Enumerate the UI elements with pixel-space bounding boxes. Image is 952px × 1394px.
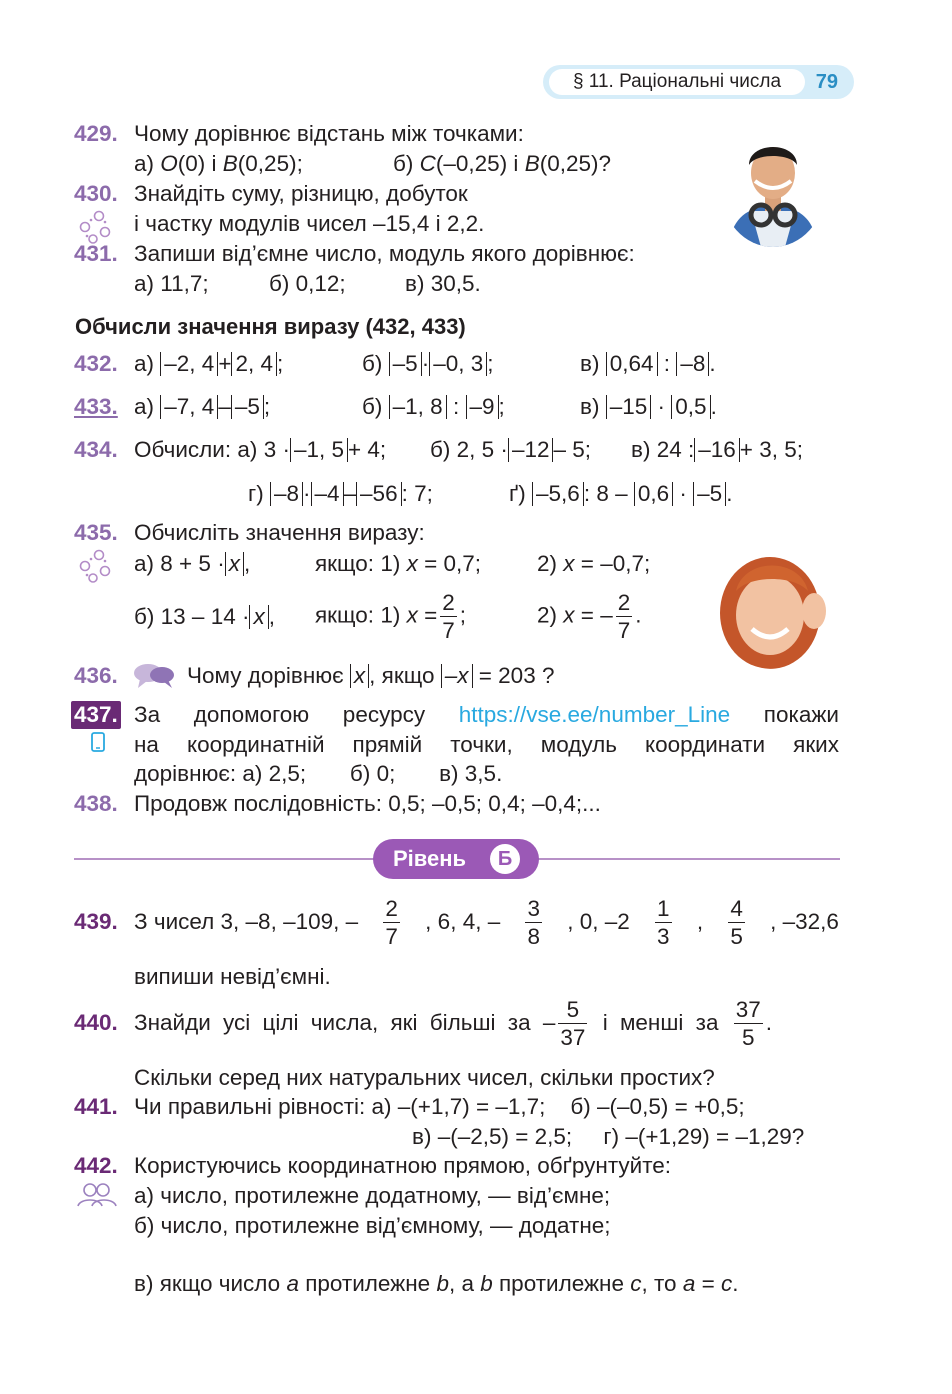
condition-b: якщо: 1) x = $\frac{2}{7}$ ; <box>315 590 467 643</box>
level-letter: Б <box>490 844 520 874</box>
exercise-text: випиши невід’ємні. <box>134 964 331 989</box>
section-title: § 11. Раціональні числа <box>549 69 805 95</box>
exercise-text: Чи правильні рівності: а) –(+1,7) = –1,7; б) –(–0,5) = +0,5; <box>134 1094 745 1119</box>
exercise-text: З чисел 3, –8, –109, – $\frac{2}{7}$ , 6, 4, – $\frac{3}{8}$ , 0, –2 $\frac{1}{3}$ , $\frac{4}{5}$ , –32,6 <box>134 895 839 949</box>
exercise-number: 433. <box>74 394 118 419</box>
exercise-number: 431. <box>74 241 118 266</box>
expression-b: б) 2, 5 · –12 – 5; <box>430 437 592 462</box>
exercise-number: 442. <box>74 1153 118 1178</box>
exercise-text: Чому дорівнює відстань між точками: <box>134 121 524 146</box>
exercise-text: Запиши від’ємне число, модуль якого дорівнює: <box>134 241 635 266</box>
expression-a: а) –7, 4 – –5 ; <box>134 394 271 419</box>
resource-link[interactable]: https://vse.ee/number_Line <box>458 702 731 727</box>
expression-c: в) 24 : –16 + 3, 5; <box>631 437 803 462</box>
exercise-text: на координатній прямій точки, модуль координати яких <box>134 732 839 757</box>
expression-c: в) –15 · 0,5 . <box>580 394 717 419</box>
expression-b: б) –5 · –0, 3 ; <box>362 351 494 376</box>
exercise-text: Знайдіть суму, різницю, добуток <box>134 181 468 206</box>
exercise-number: 435. <box>74 520 118 545</box>
expression-c: в) 0,64 : –8 . <box>580 351 716 376</box>
exercise-number: 430. <box>74 181 118 206</box>
condition-a2: 2) x = –0,7; <box>537 551 651 576</box>
expression-d: г) –8 · –4 – –56 : 7; <box>248 481 433 506</box>
exercise-text: б) C(–0,25) і B(0,25)? <box>393 151 611 176</box>
exercise-text: і частку модулів чисел –15,4 і 2,2. <box>134 211 485 236</box>
pair-work-icon <box>76 1182 118 1208</box>
speech-bubbles-icon <box>132 662 176 690</box>
smartphone-icon <box>91 732 105 752</box>
expression-b: б) 13 – 14 · x , <box>134 604 275 629</box>
exercise-number: 432. <box>74 351 118 376</box>
expression-a: а) 8 + 5 · x , <box>134 551 251 576</box>
exercise-text: а) O(0) і B(0,25); <box>134 151 303 176</box>
exercise-text: в) 30,5. <box>405 271 481 296</box>
exercise-text: а) число, протилежне додатному, — від’ємне; <box>134 1183 611 1208</box>
page-header <box>543 65 854 99</box>
expression-b: б) –1, 8 : –9 ; <box>362 394 505 419</box>
girl-photo <box>714 551 832 669</box>
exercise-number: 436. <box>74 663 118 688</box>
group-work-icon <box>78 210 112 244</box>
exercise-text: Обчисліть значення виразу: <box>134 520 425 545</box>
exercise-text: б) 0,12; <box>269 271 346 296</box>
section-heading: Обчисли значення виразу (432, 433) <box>75 314 466 339</box>
exercise-text: в) –(–2,5) = 2,5; г) –(+1,29) = –1,29? <box>412 1124 805 1149</box>
exercise-text: в) якщо число a протилежне b, а b протилежне c, то a = c. <box>134 1271 739 1296</box>
exercise-text: Користуючись координатною прямою, обґрунтуйте: <box>134 1153 672 1178</box>
exercise-text: дорівнює: а) 2,5; б) 0; в) 3,5. <box>134 761 503 786</box>
exercise-text: За допомогою ресурсу https://vse.ee/number_Line покажи <box>134 702 839 727</box>
exercise-text: Чому дорівнює x , якщо –x = 203 ? <box>187 663 555 688</box>
level-badge: Рівень Б <box>373 839 539 879</box>
exercise-text: а) 11,7; <box>134 271 209 296</box>
exercise-text: б) число, протилежне від’ємному, — додатне; <box>134 1213 611 1238</box>
boy-photo <box>721 131 825 247</box>
exercise-text: Обчисли: а) 3 · –1, 5 + 4; <box>134 437 387 462</box>
page-number: 79 <box>815 71 838 93</box>
exercise-text: Скільки серед них натуральних чисел, скільки простих? <box>134 1065 715 1090</box>
condition-b2: 2) x = – $\frac{2}{7}$ . <box>537 590 642 643</box>
exercise-number-highlighted: 437. <box>71 701 121 729</box>
exercise-number: 441. <box>74 1094 118 1119</box>
exercise-number: 440. <box>74 1010 118 1035</box>
exercise-number: 439. <box>74 909 118 934</box>
group-work-icon <box>78 549 112 583</box>
exercise-text: Продовж послідовність: 0,5; –0,5; 0,4; –0,4;... <box>134 791 601 816</box>
exercise-number: 434. <box>74 437 118 462</box>
exercise-number: 438. <box>74 791 118 816</box>
condition-a: якщо: 1) x = 0,7; <box>315 551 482 576</box>
expression-a: а) –2, 4 + 2, 4 ; <box>134 351 284 376</box>
expression-e: ґ) –5,6 : 8 – 0,6 · –5 . <box>509 481 733 506</box>
exercise-number: 429. <box>74 121 118 146</box>
exercise-text: Знайди усі цілі числа, які більші за – $\frac{5}{37}$ і менші за $\frac{37}{5}$ . <box>134 996 773 1050</box>
